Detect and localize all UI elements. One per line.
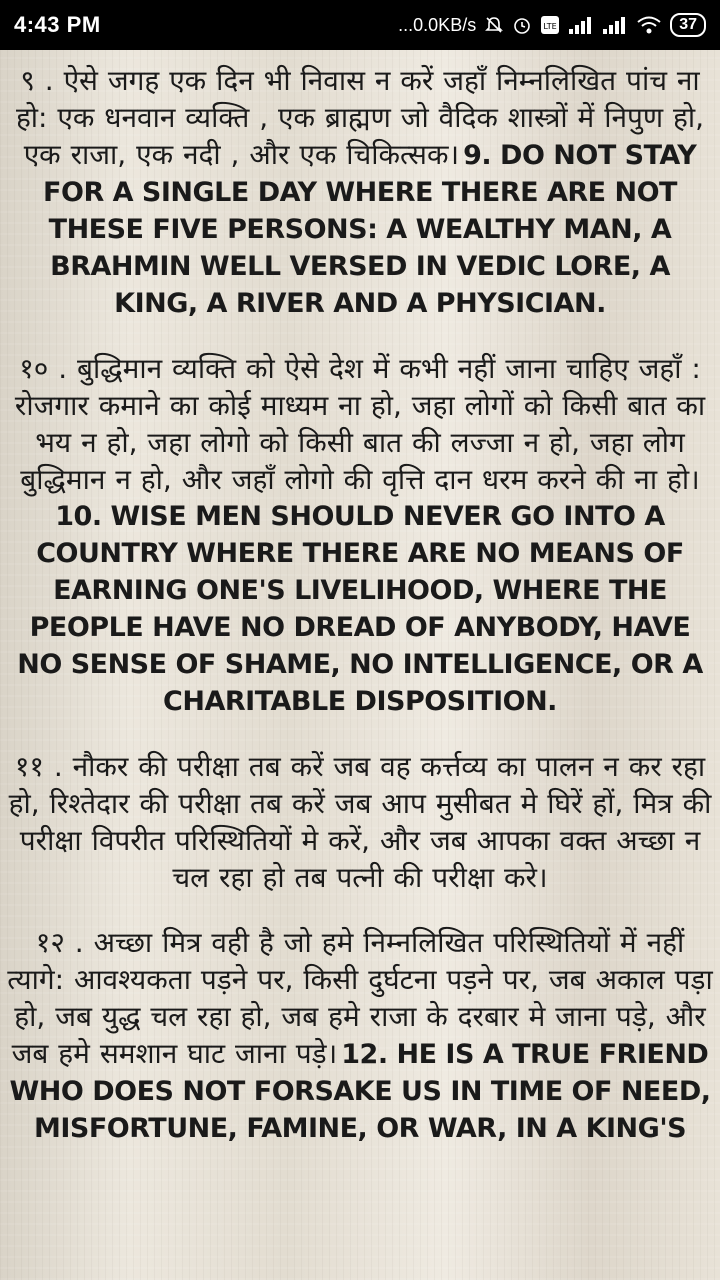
verse-reader[interactable] — [0, 50, 720, 1280]
verse-english-text: 9. DO NOT STAY FOR A SINGLE DAY WHERE THERE ARE NOT THESE FIVE PERSONS: A WEALTHY MAN, A BRAHMIN WELL VERSED IN VEDIC LORE, A KING, A RIVER AND A PHYSICIAN. — [43, 140, 697, 319]
svg-text:LTE: LTE — [543, 22, 557, 31]
status-bar — [0, 0, 720, 50]
verse-12 — [0, 924, 720, 1147]
signal-strength-2-icon — [602, 15, 628, 35]
verse-english-text: 10. WISE MEN SHOULD NEVER GO INTO A COUNTRY WHERE THERE ARE NO MEANS OF EARNING ONE'S LIVELIHOOD, WHERE THE PEOPLE HAVE NO DREAD OF ANYBODY, HAVE NO SENSE OF SHAME, NO INTELLIGENCE, OR A CHARITABLE DISPOSITION. — [17, 501, 703, 717]
signal-strength-icon — [568, 15, 594, 35]
status-icons — [398, 13, 706, 37]
verse-11 — [0, 748, 720, 896]
wifi-icon — [636, 15, 662, 35]
verse-9 — [0, 50, 720, 322]
verse-hindi-text: ११ . नौकर की परीक्षा तब करें जब वह कर्त्तव्य का पालन न कर रहा हो, रिश्तेदार की परीक्षा तब करें जब आप मुसीबत मे घिरें हों, मित्र की परीक्षा विपरीत परिस्थितियों मे करें, और जब आपका वक्त अच्छा न चल रहा हो तब पत्नी की परीक्षा करे। — [8, 750, 712, 894]
verse-10 — [0, 350, 720, 720]
verse-hindi-text: ९ . ऐसे जगह एक दिन भी निवास न करें जहाँ निम्नलिखित पांच ना हो: एक धनवान व्यक्ति , एक ब्राह्मण जो वैदिक शास्त्रों में निपुण हो, एक राजा, एक नदी , और एक चिकित्सक। — [15, 64, 705, 171]
alarm-icon — [512, 15, 532, 35]
verse-hindi-text: १० . बुद्धिमान व्यक्ति को ऐसे देश में कभी नहीं जाना चाहिए जहाँ : रोजगार कमाने का कोई माध्यम ना हो, जहा लोगों को किसी बात का भय न हो, जहा लोगो को किसी बात की लज्जा न हो, जहा लोग बुद्धिमान न हो, और जहाँ लोगो की वृत्ति दान धरम करने की ना हो। — [14, 352, 706, 496]
status-time: 4:43 PM — [14, 12, 101, 37]
verse-english-text: 12. HE IS A TRUE FRIEND WHO DOES NOT FORSAKE US IN TIME OF NEED, MISFORTUNE, FAMINE, OR WAR, IN A KING'S — [9, 1039, 711, 1144]
verse-hindi-text: १२ . अच्छा मित्र वही है जो हमे निम्नलिखित परिस्थितियों में नहीं त्यागे: आवश्यकता पड़ने पर, किसी दुर्घटना पड़ने पर, जब अकाल पड़ा हो, जब युद्ध चल रहा हो, जब हमे राजा के दरबार मे जाना पड़े, और जब हमे समशान घाट जाना पड़े। — [7, 926, 713, 1070]
network-speed: ...0.0KB/s — [398, 14, 477, 35]
notification-muted-icon — [484, 15, 504, 35]
volte-icon — [540, 15, 560, 35]
battery-indicator: 37 — [670, 13, 706, 37]
